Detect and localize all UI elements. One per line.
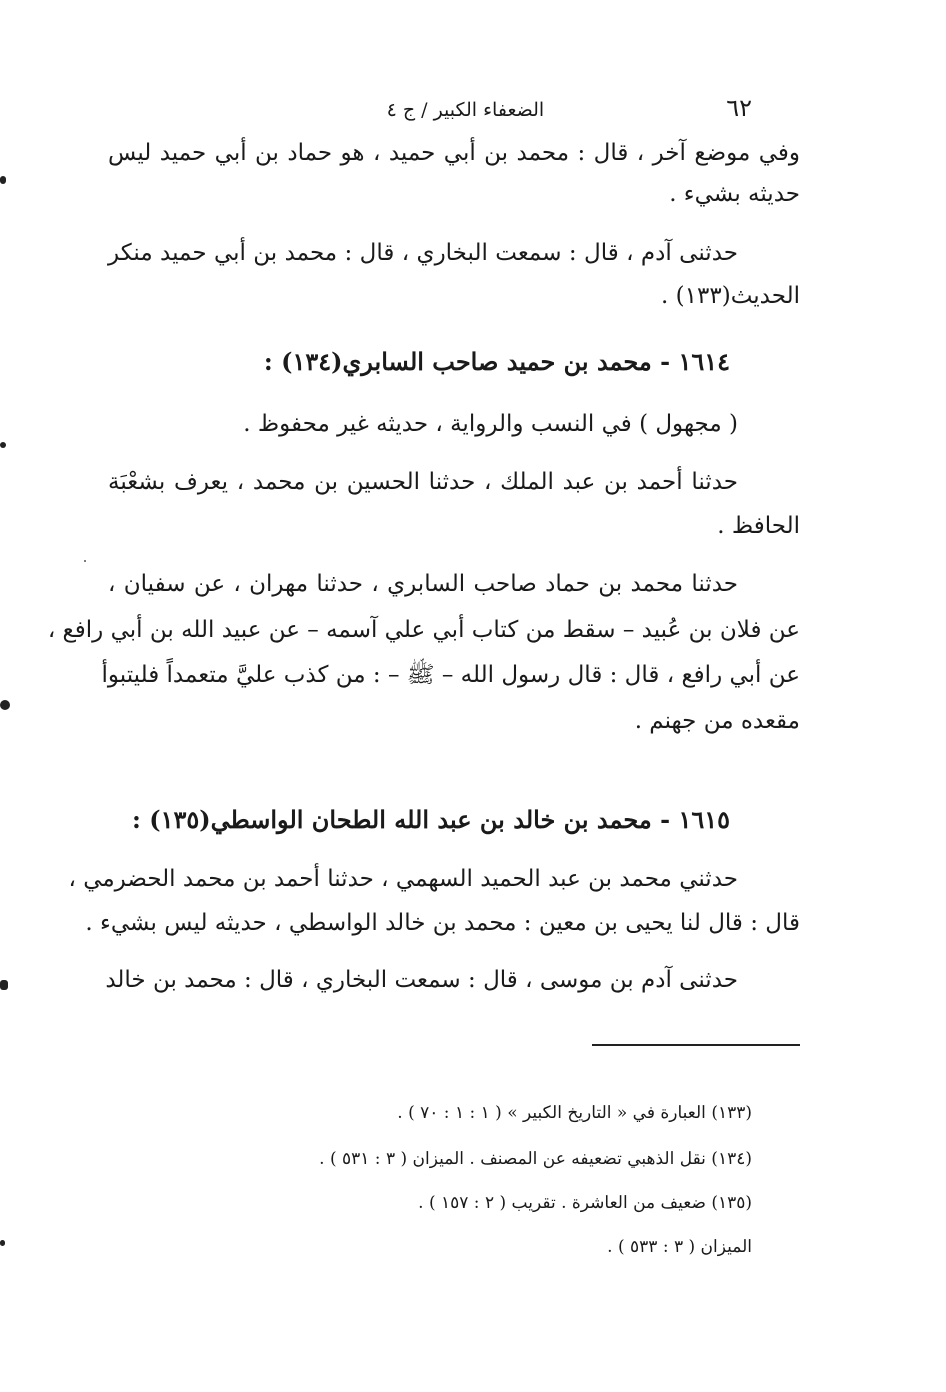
text-line: ( مجهول ) في النسب والرواية ، حديثه غير محفوظ . [243,411,738,437]
text-line: حدثنا محمد بن حماد صاحب السابري ، حدثنا مهران ، عن سفيان ، [108,571,738,597]
page-number: ٦٢ [726,94,752,122]
footnote-rule [592,1044,800,1046]
text-line: حديثه بشيء . [669,181,800,207]
footnote: (١٣٥) ضعيف من العاشرة . تقريب ( ٢ : ١٥٧ ) . [418,1193,752,1213]
footnote: (١٣٤) نقل الذهبي تضعيفه عن المصنف . الميزان ( ٣ : ٥٣١ ) . [319,1149,752,1169]
book-title: الضعفاء الكبير / ج ٤ [386,99,545,121]
text-line: الحديث(١٣٣) . [661,283,800,309]
running-header [108,92,800,126]
footnote: الميزان ( ٣ : ٥٣٣ ) . [607,1237,752,1257]
footnote: (١٣٣) العبارة في « التاريخ الكبير » ( ١ : ١ : ٧٠ ) . [397,1103,752,1123]
scan-mark [0,700,10,710]
text-line: حدثنى آدم ، قال : سمعت البخاري ، قال : محمد بن أبي حميد منكر [108,240,738,266]
scan-mark [0,1240,5,1246]
text-line: حدثنى آدم بن موسى ، قال : سمعت البخاري ، قال : محمد بن خالد [105,967,738,993]
text-line: حدثني محمد بن عبد الحميد السهمي ، حدثنا أحمد بن محمد الحضرمي ، [68,866,738,892]
text-line: عن فلان بن عُبيد – سقط من كتاب أبي علي آسمه – عن عبيد الله بن أبي رافع ، [47,617,800,643]
scan-mark [0,442,6,448]
text-line: الحافظ . [717,513,800,539]
scan-mark [0,176,6,184]
entry-heading: ١٦١٤ - محمد بن حميد صاحب السابري(١٣٤) : [263,347,730,376]
text-line: مقعده من جهنم . [634,708,800,734]
text-line: عن أبي رافع ، قال : قال رسول الله – ﷺ – : من كذب عليَّ متعمداً فليتبوأ [101,662,800,688]
entry-heading: ١٦١٥ - محمد بن خالد بن عبد الله الطحان الواسطي(١٣٥) : [131,805,730,834]
text-line: قال : قال لنا يحيى بن معين : محمد بن خالد الواسطي ، حديثه ليس بشيء . [85,910,800,936]
text-line: وفي موضع آخر ، قال : محمد بن أبي حميد ، هو حماد بن أبي حميد ليس [108,140,800,166]
scan-mark [0,980,8,990]
text-line: حدثنا أحمد بن عبد الملك ، حدثنا الحسين بن محمد ، يعرف بشعْبَة [108,469,738,495]
scan-speck [84,560,86,562]
